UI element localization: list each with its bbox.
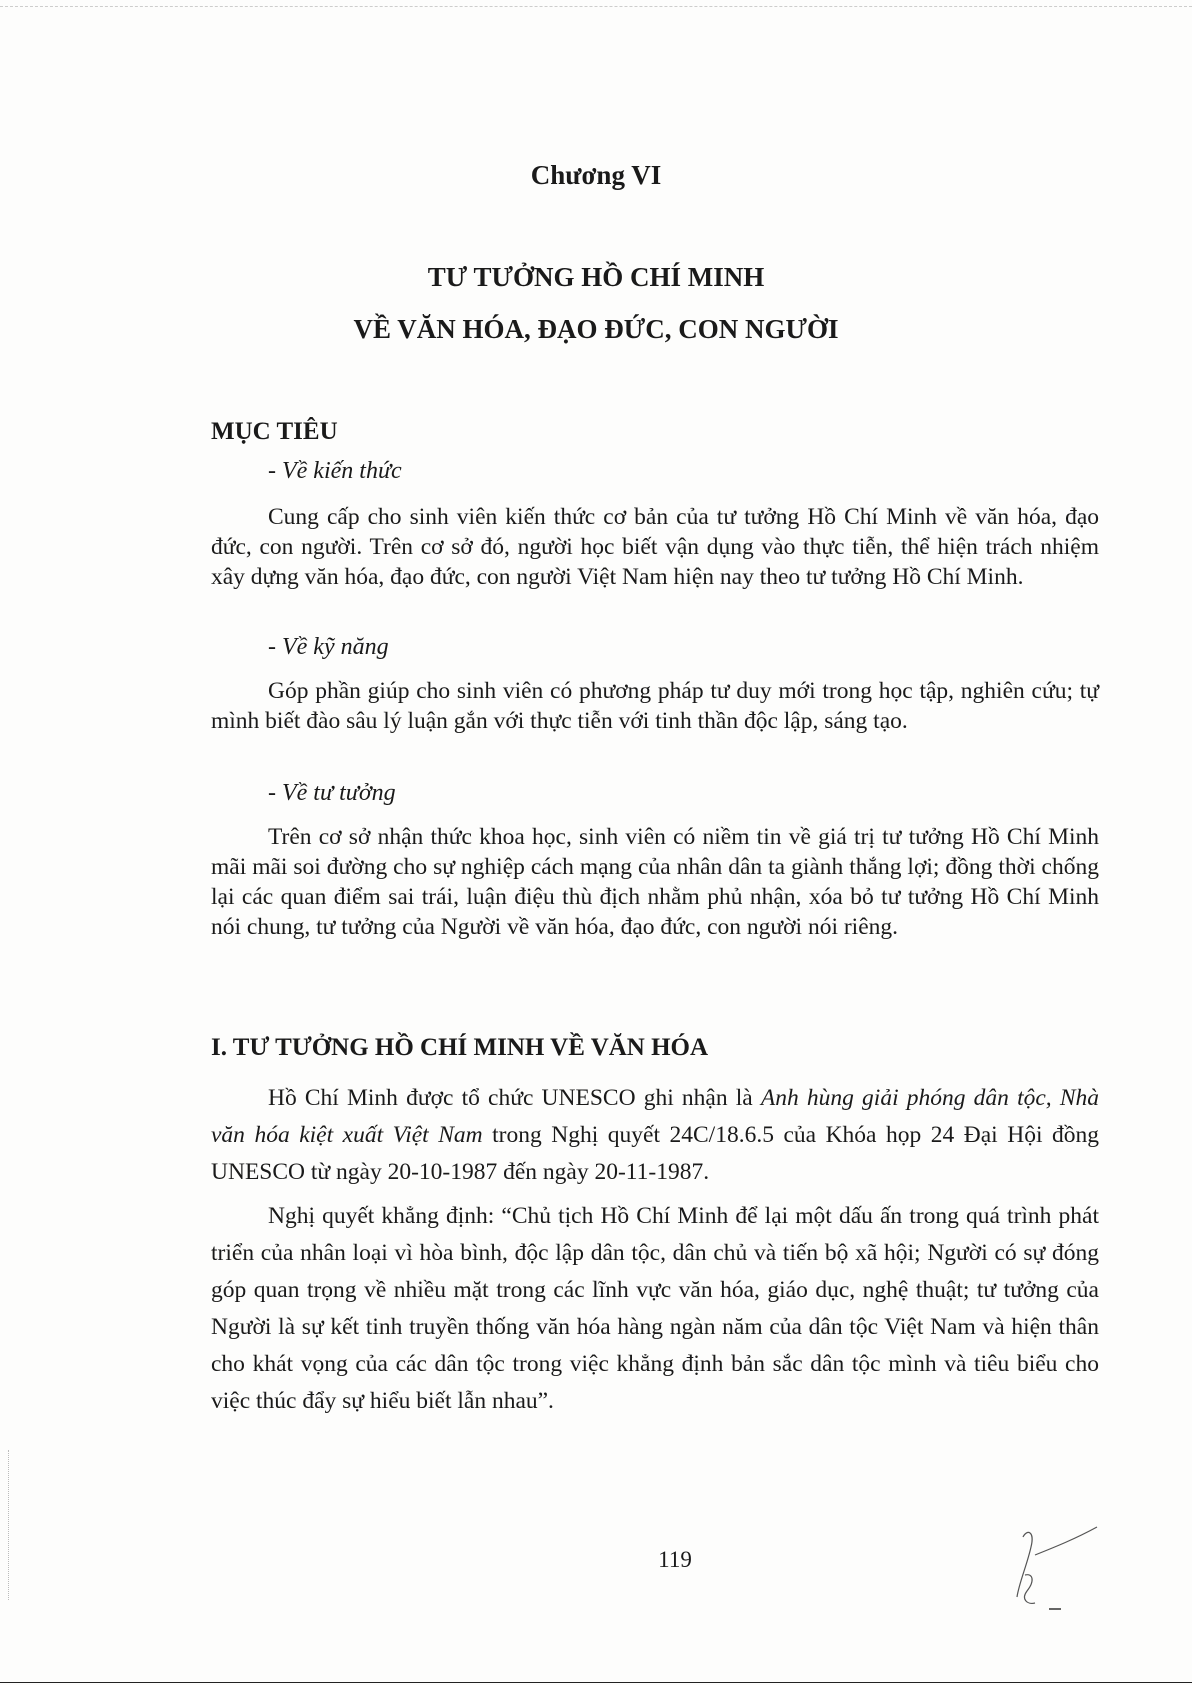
- handwritten-signature-mark: [1005, 1525, 1105, 1615]
- scan-bottom-edge: [0, 1682, 1192, 1683]
- chapter-title-line-2: VỀ VĂN HÓA, ĐẠO ĐỨC, CON NGƯỜI: [353, 314, 839, 344]
- scan-left-marks: [8, 1450, 13, 1600]
- para1-text-after: trong Nghị quyết 24C/18.6.5 của Khóa họp 24 Đại Hội đồng UNESCO từ ngày 20-10-1987 đến ngày 20-11-1987.: [211, 1122, 1099, 1185]
- skills-label: - Về kỹ năng: [268, 634, 389, 660]
- page-number: 119: [658, 1547, 692, 1572]
- thought-paragraph: Trên cơ sở nhận thức khoa học, sinh viên có niềm tin về giá trị tư tưởng Hồ Chí Minh mãi mãi soi đường cho sự nghiệp cách mạng của nhân dân ta giành thắng lợi; đồng thời chống lại các quan điểm sai trái, luận điệu thù địch nhằm phủ nhận, xóa bỏ tư tưởng Hồ Chí Minh nói chung, tư tưởng của Người về văn hóa, đạo đức, con người nói riêng.: [211, 824, 1099, 940]
- section-1-paragraph-1: [211, 1080, 1099, 1191]
- chapter-label: Chương VI: [530, 160, 662, 190]
- thought-label: - Về tư tưởng: [268, 780, 396, 806]
- section-1-heading: I. TƯ TƯỞNG HỒ CHÍ MINH VỀ VĂN HÓA: [211, 1034, 709, 1061]
- section-1-paragraph-2: Nghị quyết khẳng định: “Chủ tịch Hồ Chí Minh để lại một dấu ấn trong quá trình phát triển của nhân loại vì hòa bình, độc lập dân tộc, dân chủ và tiến bộ xã hội; Người có sự đóng góp quan trọng về nhiều mặt trong các lĩnh vực văn hóa, giáo dục, nghệ thuật; tư tưởng của Người là sự kết tinh truyền thống văn hóa hàng ngàn năm của dân tộc Việt Nam và hiện thân cho khát vọng của các dân tộc trong việc khẳng định bản sắc dân tộc mình và tiêu biểu cho việc thúc đẩy sự hiểu biết lẫn nhau”.: [211, 1203, 1099, 1414]
- knowledge-paragraph: Cung cấp cho sinh viên kiến thức cơ bản của tư tưởng Hồ Chí Minh về văn hóa, đạo đức, con người. Trên cơ sở đó, người học biết vận dụng vào thực tiễn, thể hiện trách nhiệm xây dựng văn hóa, đạo đức, con người Việt Nam hiện nay theo tư tưởng Hồ Chí Minh.: [211, 504, 1099, 590]
- scan-top-edge: [0, 0, 1192, 7]
- skills-paragraph: Góp phần giúp cho sinh viên có phương pháp tư duy mới trong học tập, nghiên cứu; tự mình biết đào sâu lý luận gắn với thực tiễn với tinh thần độc lập, sáng tạo.: [211, 678, 1099, 734]
- knowledge-label: - Về kiến thức: [268, 458, 402, 484]
- chapter-title-line-1: TƯ TƯỞNG HỒ CHÍ MINH: [427, 262, 765, 292]
- para1-italic-title: Anh hùng giải phóng dân tộc, Nhà văn hóa kiệt xuất Việt Nam: [211, 1085, 1100, 1148]
- para1-text-before: Hồ Chí Minh được tổ chức UNESCO ghi nhận là: [268, 1085, 761, 1111]
- objectives-heading: MỤC TIÊU: [211, 418, 338, 445]
